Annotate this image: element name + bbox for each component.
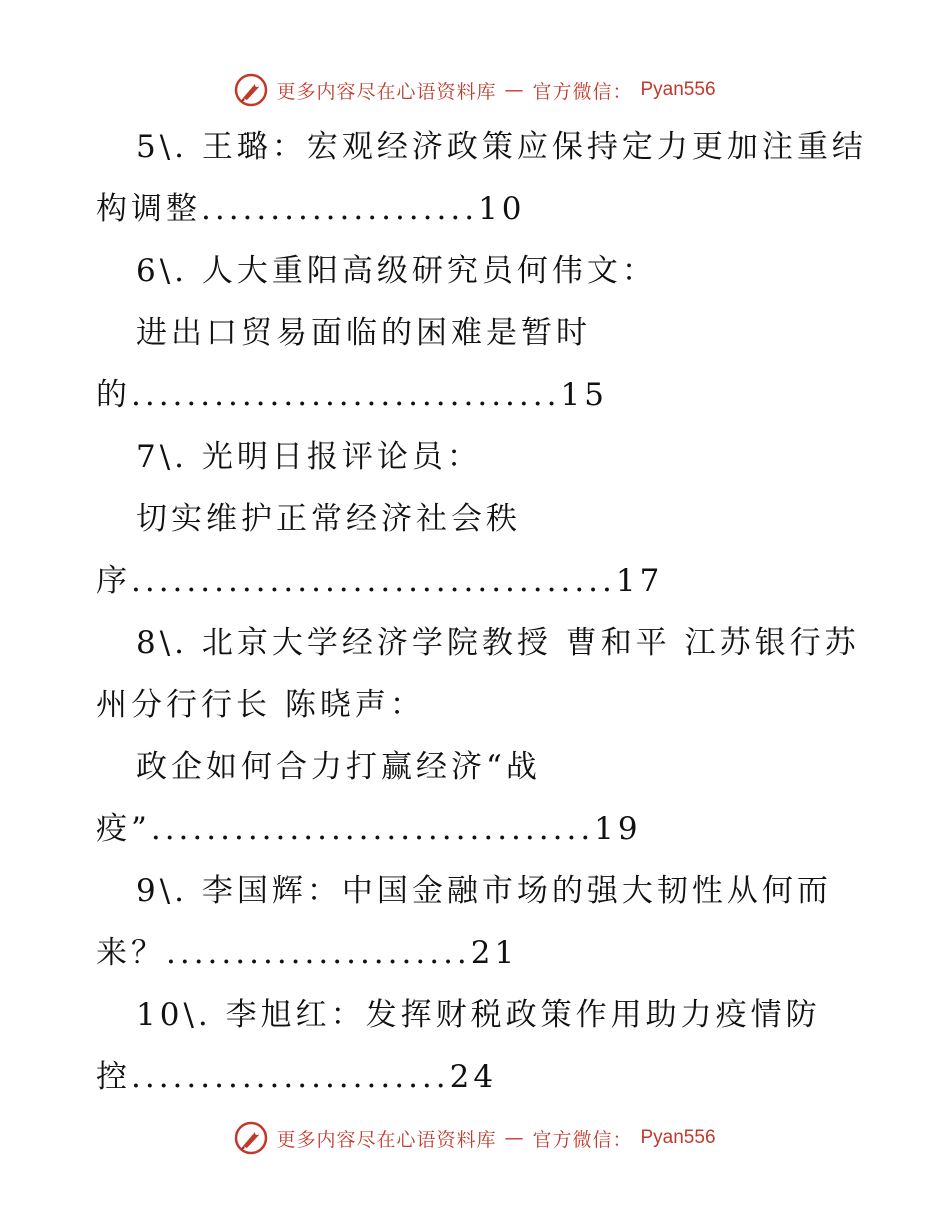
watermark-text: 更多内容尽在心语资料库 xyxy=(276,1128,497,1151)
watermark-text: 更多内容尽在心语资料库 xyxy=(276,80,497,103)
toc-entry-7-line-2: 切实维护正常经济社会秩 xyxy=(136,501,521,537)
watermark-header xyxy=(0,70,950,110)
toc-entry-5-line-2: 构调整....................10 xyxy=(96,191,526,227)
watermark-footer xyxy=(0,1118,950,1158)
pen-logo-icon xyxy=(234,73,268,107)
toc-entry-8-line-2: 州分行行长 陈晓声： xyxy=(96,687,425,723)
watermark-separator: — xyxy=(504,79,525,101)
toc-entry-6-line-2: 进出口贸易面临的困难是暂时 xyxy=(136,315,591,351)
watermark-wechat-label: 官方微信： xyxy=(532,1128,633,1151)
toc-entry-9-line-1: 9\. 李国辉：中国金融市场的强大韧性从何而 xyxy=(136,873,832,909)
watermark-separator: — xyxy=(504,1127,525,1149)
watermark-wechat-label: 官方微信： xyxy=(532,80,633,103)
pen-logo-icon xyxy=(234,1121,268,1155)
watermark-wechat-id: Pyan556 xyxy=(640,1127,716,1148)
toc-entry-7-line-3: 序...................................17 xyxy=(96,563,664,599)
toc-entry-8-line-1: 8\. 北京大学经济学院教授 曹和平 江苏银行苏 xyxy=(136,625,860,661)
toc-entry-6-line-3: 的...............................15 xyxy=(96,377,608,413)
toc-entry-10-line-2: 控.......................24 xyxy=(96,1059,498,1095)
toc-entry-5-line-1: 5\. 王璐：宏观经济政策应保持定力更加注重结 xyxy=(136,129,867,165)
toc-entry-8-line-4: 疫”................................19 xyxy=(96,811,642,847)
toc-entry-10-line-1: 10\. 李旭红：发挥财税政策作用助力疫情防 xyxy=(136,997,821,1033)
toc-entry-9-line-2: 来？......................21 xyxy=(96,935,519,971)
toc-entry-7-line-1: 7\. 光明日报评论员： xyxy=(136,439,482,475)
table-of-contents xyxy=(96,116,866,1108)
toc-entry-6-line-1: 6\. 人大重阳高级研究员何伟文： xyxy=(136,253,657,289)
toc-entry-8-line-3: 政企如何合力打赢经济“战 xyxy=(136,749,541,785)
watermark-wechat-id: Pyan556 xyxy=(640,79,716,100)
